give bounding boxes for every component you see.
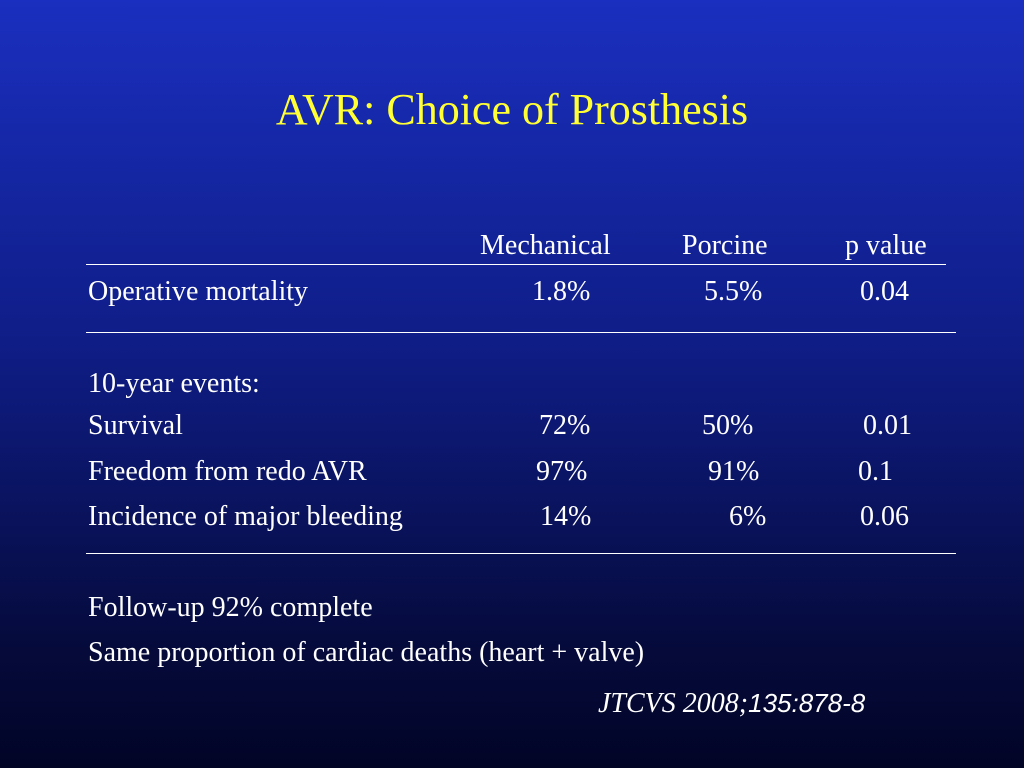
porcine-value: 5.5% [704,276,763,307]
p-value: 0.1 [858,456,893,487]
porcine-value: 91% [708,456,760,487]
row-label: Operative mortality [88,276,309,307]
porcine-value: 50% [702,410,754,441]
row-label: Incidence of major bleeding [88,501,403,532]
note-follow-up: Follow-up 92% complete [88,592,373,623]
mechanical-value: 97% [536,456,588,487]
slide-title: AVR: Choice of Prosthesis [275,85,749,134]
porcine-value: 6% [729,501,767,532]
table-bottom-rule [86,553,956,554]
header-porcine: Porcine [682,230,768,261]
p-value: 0.01 [863,410,912,441]
mechanical-value: 72% [539,410,591,441]
header-p-value: p value [845,230,927,261]
mechanical-value: 1.8% [532,276,591,307]
note-cardiac-deaths: Same proportion of cardiac deaths (heart + valve) [88,637,645,668]
section-rule [86,332,956,333]
citation-volume: 135:878-8 [748,688,866,718]
row-label: Survival [88,410,183,441]
citation-journal: JTCVS 2008; [598,688,749,719]
citation [598,688,865,720]
row-label: Freedom from redo AVR [88,456,367,487]
header-rule [86,264,946,265]
header-mechanical: Mechanical [480,230,611,261]
mechanical-value: 14% [540,501,592,532]
p-value: 0.04 [860,276,909,307]
p-value: 0.06 [860,501,909,532]
section-label: 10-year events: [88,368,260,399]
